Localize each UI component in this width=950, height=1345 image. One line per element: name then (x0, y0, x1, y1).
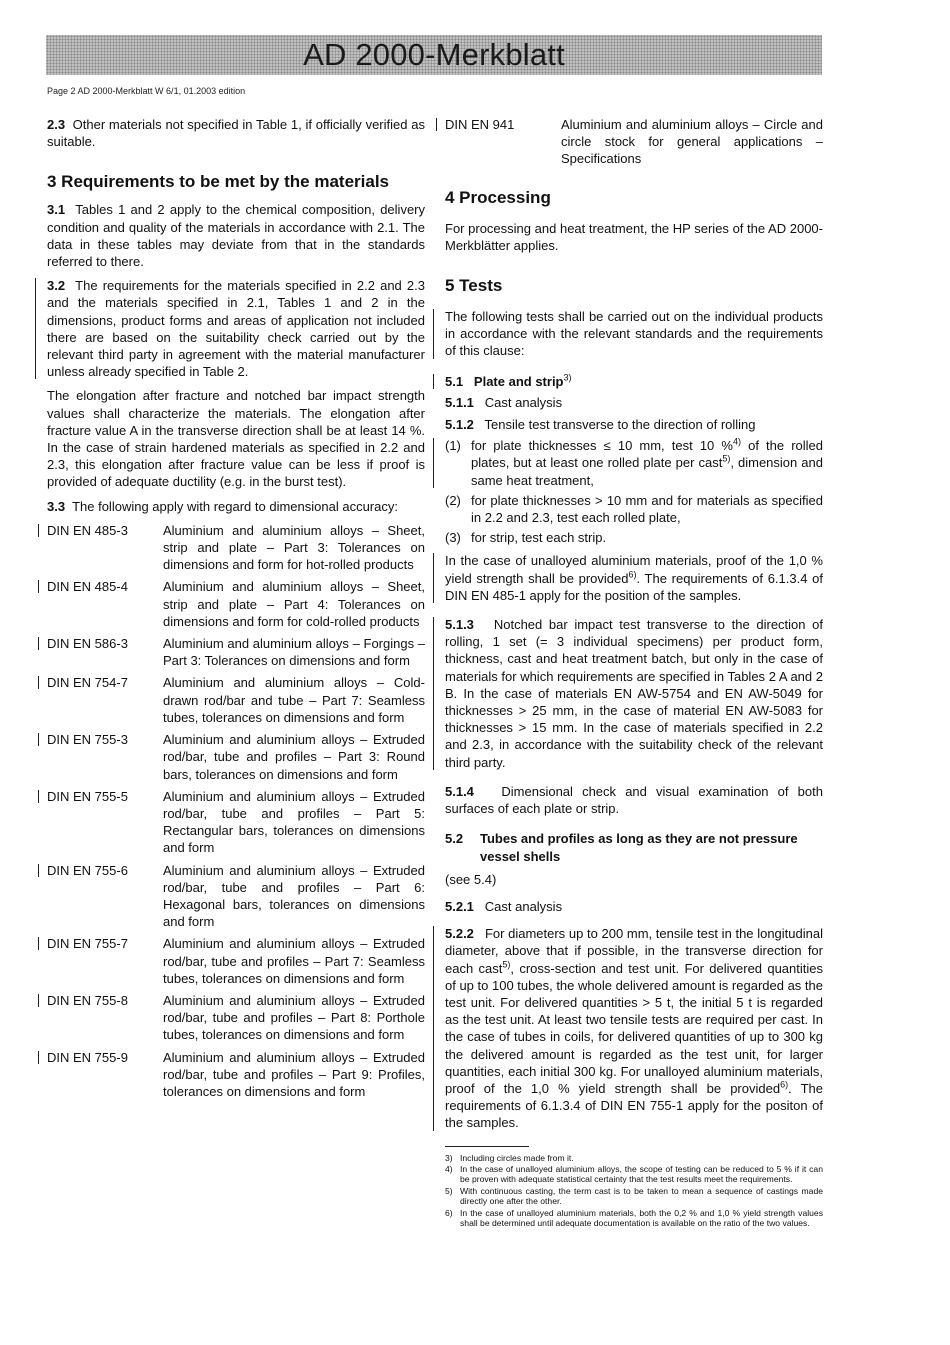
footnote-text: In the case of unalloyed aluminium materials, both the 0,2 % and 1,0 % yield strength values shall be determined until adequate documentation is available on the ratio of the two values. (460, 1207, 823, 1228)
right-column (445, 116, 823, 1229)
clause-5-1-2: 5.1.2 Tensile test transverse to the direction of rolling (445, 417, 756, 433)
list-item: (3) for strip, test each strip. (445, 530, 607, 546)
section-3-heading: 3 Requirements to be met by the materials (47, 172, 389, 192)
clause-5-1-heading: 5.1 Plate and strip$^{3)}$ (445, 373, 823, 390)
banner-title: AD 2000-Merkblatt (303, 37, 565, 72)
clause-5-1-4: 5.1.4 Dimensional check and visual examination of both surfaces of each plate or strip. (445, 783, 823, 817)
footnote (445, 1208, 823, 1229)
elongation-paragraph: The elongation after fracture and notched bar impact strength values shall characterize the materials. The elongation after fracture value A in the transverse direction shall be at least 14 %. In the case of strain hardened materials as specified in 2.2 and 2.3, this elongation after fracture value can be less if proof is provided of adequate ductility (e.g. in the burst test). (47, 388, 425, 490)
standard-code: DIN EN 755-3 (47, 731, 163, 788)
clause-3-3: 3.3 The following apply with regard to dimensional accuracy: (47, 498, 398, 514)
standard-row (47, 578, 425, 635)
standard-row (47, 788, 425, 862)
clause-3-2: 3.2 The requirements for the materials specified in 2.2 and 2.3 and the materials specified in 2.1, Tables 1 and 2 in the dimensions, product forms and areas of application not included there are based on the suitability check carried out by the relevant third party in agreement with the material manufacturer unless already specified in Table 2. (47, 278, 426, 380)
footnote (445, 1186, 823, 1207)
footnote-number: 6) (445, 1207, 453, 1218)
standard-code: DIN EN 485-4 (47, 578, 163, 635)
standard-row (47, 674, 425, 731)
standard-description: Aluminium and aluminium alloys – Sheet, strip and plate – Part 4: Tolerances on dimensions and form for cold-rolled products (163, 579, 425, 629)
dimensional-standards-table (47, 522, 425, 1105)
page-header-line: Page 2 AD 2000-Merkblatt W 6/1, 01.2003 edition (47, 86, 246, 96)
clause-3-1: 3.1 Tables 1 and 2 apply to the chemical composition, delivery condition and quality of the materials in accordance with 2.1. The data in these tables may deviate from that in the standards referred to there. (47, 202, 425, 270)
clause-5-1-3: 5.1.3 Notched bar impact test transverse to the direction of rolling, 1 set (= 3 individual specimens) per product form, thickness, cast and heat treatment batch, but only in the case of materials for which requirements are specified in Tables 2 A and 2 B. In the case of materials EN AW-5754 and EN AW-5049 for thicknesses > 25 mm, in the case of material EN AW-5083 for thicknesses > 15 mm. In the case of materials specified in 2.2 and 2.3, in accordance with the suitability check of the relevant third party. (445, 617, 823, 770)
footnote-number: 4) (445, 1163, 453, 1174)
standard-code: DIN EN 755-9 (47, 1049, 163, 1106)
standard-description: Aluminium and aluminium alloys – Cold-drawn rod/bar and tube – Part 7: Seamless tubes, tolerances on dimensions and form (163, 675, 425, 725)
standard-code: DIN EN 755-8 (47, 992, 163, 1049)
standard-description: Aluminium and aluminium alloys – Extruded rod/bar, tube and profiles – Part 8: Porthole tubes, tolerances on dimensions and form (163, 992, 425, 1043)
footnote-number: 3) (445, 1152, 453, 1163)
standard-description: Aluminium and aluminium alloys – Extruded rod/bar, tube and profiles – Part 3: Round bars, tolerances on dimensions and form (163, 732, 425, 782)
yield-strength-paragraph: In the case of unalloyed aluminium materials, proof of the 1,0 % yield strength shall be provided$^{6)}$. The requirements of 6.1.3.4 of DIN EN 485-1 apply for the position of the samples. (445, 553, 823, 603)
section-5-text: The following tests shall be carried out on the individual products in accordance with the relevant standards and the requirements of this clause: (445, 309, 823, 359)
footnote (445, 1153, 823, 1163)
footnotes (445, 1153, 823, 1229)
footnote-text: In the case of unalloyed aluminium alloys, the scope of testing can be reduced to 5 % if it can be proven with adequate statistical certainty that the test results meet the requirements. (460, 1163, 823, 1185)
footnote-rule (445, 1146, 529, 1147)
document-banner (46, 35, 822, 75)
standard-description: Aluminium and aluminium alloys – Extruded rod/bar, tube and profiles – Part 5: Rectangular bars, tolerances on dimensions and form (163, 788, 425, 856)
standard-description: Aluminium and aluminium alloys – Extruded rod/bar, tube and profiles – Part 9: Profiles, tolerances on dimensions and form (163, 1049, 425, 1099)
left-column (47, 116, 425, 1105)
standard-code: DIN EN 755-5 (47, 788, 163, 862)
footnote-text: With continuous casting, the term cast is to be taken to mean a sequence of castings made directly one after the other. (460, 1185, 823, 1207)
clause-2-3: 2.3 Other materials not specified in Table 1, if officially verified as suitable. (47, 117, 425, 150)
section-4-heading: 4 Processing (445, 187, 551, 207)
standard-row (445, 116, 823, 173)
standard-code: DIN EN 755-7 (47, 935, 163, 992)
clause-5-1-1: 5.1.1 Cast analysis (445, 394, 563, 410)
standard-row (47, 992, 425, 1049)
standard-description: Aluminium and aluminium alloys – Extruded rod/bar, tube and profiles – Part 7: Seamless tubes, tolerances on dimensions and form (163, 936, 425, 986)
section-4-text: For processing and heat treatment, the HP series of the AD 2000-Merkblätter applies. (445, 220, 823, 253)
standard-row (47, 731, 425, 788)
standard-row (47, 635, 425, 674)
standard-row (47, 935, 425, 992)
clause-5-2-see: (see 5.4) (445, 871, 497, 887)
list-item: (1) for plate thicknesses ≤ 10 mm, test 10 %$^{4)}$ of the rolled plates, but at least one rolled plate per cast$^{5)}$, dimension and same heat treatment, (445, 436, 824, 488)
clause-5-2-2: 5.2.2 For diameters up to 200 mm, tensile test in the longitudinal diameter, above that if possible, in the transverse direction for each cast$^{5)}$, cross-section and test unit. For delivered quantities of up to 100 tubes, the whole delivered amount is regarded as the test unit. For delivered quantities > 5 t, the initial 5 t is regarded as the test unit. At least two tensile tests are required per cast. In the case of tubes in coils, for delivered quantities of up to 300 kg the delivered amount is regarded as the test unit, for larger quantities, each initial 300 kg. For unalloyed aluminium materials, proof of the 1,0 % yield strength shall be provided$^{6)}$. The requirements of 6.1.3.4 of DIN EN 755-1 apply for the positon of the samples. (445, 926, 824, 1131)
standard-code: DIN EN 941 (445, 116, 561, 173)
section-5-heading: 5 Tests (445, 276, 503, 296)
standard-row (47, 862, 425, 936)
standard-description: Aluminium and aluminium alloys – Circle and circle stock for general applications – Specifications (561, 117, 823, 167)
standard-din-en-941 (445, 116, 823, 173)
clause-5-2-heading: 5.2 Tubes and profiles as long as they are not pressure vessel shells (445, 831, 798, 864)
standard-description: Aluminium and aluminium alloys – Forgings – Part 3: Tolerances on dimensions and form (163, 636, 425, 669)
standard-description: Aluminium and aluminium alloys – Extruded rod/bar, tube and profiles – Part 6: Hexagonal bars, tolerances on dimensions and form (163, 862, 425, 930)
standard-code: DIN EN 754-7 (47, 674, 163, 731)
standard-code: DIN EN 755-6 (47, 862, 163, 936)
standard-row (47, 522, 425, 579)
list-item: (2) for plate thicknesses > 10 mm and for materials as specified in 2.2 and 2.3, test each rolled plate, (445, 492, 823, 526)
standard-description: Aluminium and aluminium alloys – Sheet, strip and plate – Part 3: Tolerances on dimensions and form for hot-rolled products (163, 522, 425, 573)
standard-code: DIN EN 485-3 (47, 522, 163, 579)
clause-5-2-1: 5.2.1 Cast analysis (445, 898, 563, 914)
footnote-number: 5) (445, 1185, 453, 1196)
footnote-text: Including circles made from it. (460, 1152, 574, 1163)
footnote (445, 1164, 823, 1185)
standard-code: DIN EN 586-3 (47, 635, 163, 674)
standard-row (47, 1049, 425, 1106)
